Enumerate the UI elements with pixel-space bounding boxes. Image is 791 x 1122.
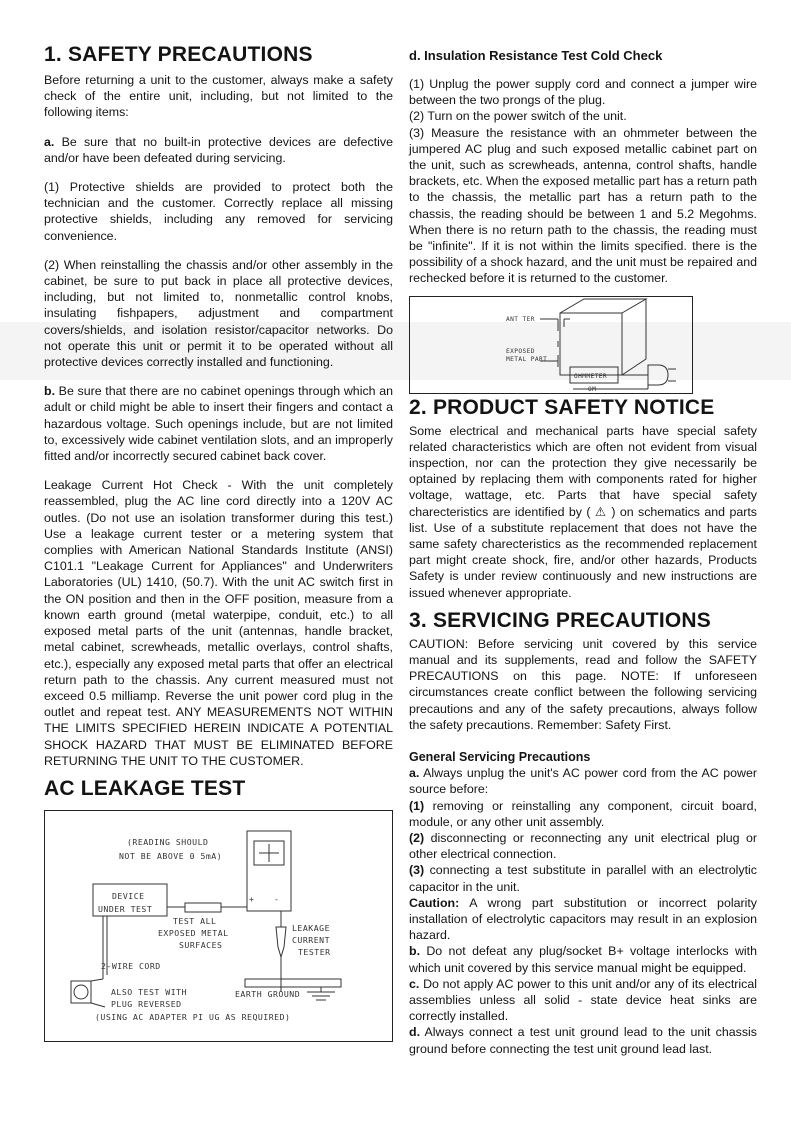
step-label: (1) [409,77,425,91]
step-label: (3) [409,125,425,140]
safety-item-b [44,383,393,464]
tester-label-line3: TESTER [298,946,331,957]
safety-item-a [44,134,393,166]
item-text: removing or reinstalling any component, circuit board, module, or any other unit assembly. [409,798,757,829]
product-safety-notice-title: 2. PRODUCT SAFETY NOTICE [409,395,715,419]
item-text: When reinstalling the chassis and/or other assembly in the cabinet, be sure to put back in place all protective devices, including, but not limited to, nonmetallic control knobs, insulating fishpapers, adjustment and compartment covers/shields, and isolation resistor/capacitor networks. Do not operate this unit or permit it to be operated without all protective devices correctly installed and functioning. [44,257,393,370]
notice-text-part-a: Some electrical and mechanical parts have special safety related characteristics which are often not evident from visual inspection, nor can the protection they give necessarily be optained by replacing them with components rated for higher voltage, wattage, etc. Parts that have special safety charecteristics are identified by ( [409,423,757,519]
general-caution [409,895,757,944]
insulation-step-3 [409,125,757,287]
item-label: (1) [44,180,60,195]
tester-label-line2: CURRENT [292,934,331,945]
insulation-test-title: d. Insulation Resistance Test Cold Check [409,48,663,63]
safety-item-2 [44,257,393,370]
antenna-label: ANT TER [506,315,535,323]
insulation-diagram-svg [410,297,692,393]
general-item-d [409,1024,757,1056]
general-item-3 [409,862,757,894]
item-label: b. [44,384,56,399]
safety-item-1 [44,179,393,244]
insulation-step-2 [409,108,757,124]
exposed-label-line1: EXPOSED [506,347,535,355]
insulation-step-1 [409,76,757,108]
ac-leakage-diagram [44,810,393,1042]
plus-terminal: + [249,893,255,904]
ac-leakage-diagram-svg [45,811,392,1041]
general-item-a [409,765,757,797]
minus-terminal: - [274,893,280,904]
cord-label: 2-WIRE CORD [101,960,161,971]
notice-text-part-b: ) on schematics and parts list. Use of a substitute replacement that does not have the same safety charecteristics as the recommended replacement part might create shock, fire, and/or other hazards, Products Safety is under review continuously and new instructions are issued whenever appropriate. [409,504,758,600]
safety-precautions-title: 1. SAFETY PRECAUTIONS [44,43,313,66]
general-item-2 [409,830,757,862]
insulation-test-diagram [409,296,693,394]
earth-ground-label: EARTH GROUND [235,988,301,999]
item-text: connecting a test substitute in parallel with an electrolytic capacitor in the unit. [409,863,757,894]
tester-label-line1: LEAKAGE [292,922,331,933]
device-label-line2: UNDER TEST [98,903,153,914]
also-label-line1: ALSO TEST WITH [111,986,188,997]
safety-intro: Before returning a unit to the customer, always make a safety check of the entire unit, including, but not limited to the following items: [44,73,393,120]
item-text: disconnecting or reconnecting any unit electrical plug or other electrical connection. [409,830,757,862]
step-label: (2) [409,109,425,124]
exposed-label-line2: METAL PART [506,355,548,363]
step-text: Turn on the power switch of the unit. [424,109,627,124]
step-text: Measure the resistance with an ohmmeter between the jumpered AC plug and such exposed metallic cabinet part on the unit, such as screwheads, antenna, control shafts, handle brackets, etc. When the exposed metallic part has a return path to the chassis, the metallic part has a return path to the chassis, the reading should be between 1 and 5.2 Megohms. When there is no return path to the chassis, the reading must be "infinite". If it is not within the limits specified. there is the possibility of a shock hazard, and the unit must be repaired and rechecked before it is returned to the customer. [409,125,757,286]
also-label-line2: PLUG REVERSED [111,998,182,1009]
test-label-line1: TEST ALL [173,915,217,926]
item-label: c. [409,976,420,991]
item-label: d. [409,1025,421,1040]
item-label: b. [409,944,421,959]
item-text: Protective shields are provided to protect both the technician and the customer. Correctly replace all missing protective shields, including any removed for servicing convenience. [44,180,393,243]
general-servicing-title: General Servicing Precautions [409,750,591,765]
left-column [44,38,393,1042]
device-label-line1: DEVICE [112,890,145,901]
item-text: Always unplug the unit's AC power cord from the AC power source before: [409,766,757,797]
test-label-line3: SURFACES [179,939,223,950]
reading-label-line2: NOT BE ABOVE 0 5mA) [119,850,223,861]
item-label: a. [44,134,55,149]
general-item-c [409,976,757,1025]
item-label: (2) [44,257,60,272]
item-text: Be sure that there are no cabinet openings through which an adult or child might be able to insert their fingers and contact a hazardous voltage. Such openings include, but are not limited to, excessively wide cabinet ventilation slots, and an improperly fitted and/or incorrectly secured cabinet back cover. [44,384,393,464]
item-text: Be sure that no built-in protective devices are defective and/or have been defeated during servicing. [44,134,393,165]
right-column [409,38,757,1057]
ohm-label: OM [588,385,597,393]
leakage-check-paragraph: Leakage Current Hot Check - With the unit completely reassembled, plug the AC line cord directly into a 120V AC outles. (Do not use an isolation transformer during this test.) Use a leakage current tester or a metering system that complies with American National Standards Institute (ANSI) C101.1 "Leakage Current for Appliances" and Underwriters Laboratories (UL) 1410, (50.7). With the unit AC switch first in the ON position and then in the OFF position, measure from a known earth ground (metal waterpipe, conduit, etc.) to all exposed metal parts of the unit (antennas, handle bracket, metal cabinet, screwheads, metallic overlays, control shafts, etc.), especially any exposed metal parts that offer an electrical return path to the chassis. Any current measured must not exceed 0.5 milliamp. Reverse the unit power cord plug in the outlet and repeat test. ANY MEASUREMENTS NOT WITHIN THE LIMITS SPECIFIED HEREIN INDICATE A POTENTIAL SHOCK HAZARD THAT MUST BE ELIMINATED BEFORE RETURNING THE UNIT TO THE CUSTOMER. [44,478,393,768]
item-text: Do not apply AC power to this unit and/or any of its electrical assemblies unless all solid - state device heat sinks are correctly installed. [409,976,757,1024]
ohmmeter-label: OHMMETER [574,372,608,380]
ac-leakage-test-title: AC LEAKAGE TEST [44,776,246,800]
step-text: Unplug the power supply cord and connect a jumper wire between the two prongs of the plug. [409,77,757,108]
caution-text: A wrong part substitution or incorrect polarity installation of electrolytic capacitors may result in an explosion hazard. [409,895,757,943]
cabinet-front [560,313,622,375]
caution-label: Caution: [409,895,460,910]
item-label: (1) [409,798,425,813]
also-label-line3: (USING AC ADAPTER PI UG AS REQUIRED) [95,1011,291,1022]
servicing-caution-text: CAUTION: Before servicing unit covered by this service manual and its supplements, read and follow the SAFETY PRECAUTIONS on this page. NOTE: If unforeseen circumstances create conflict between the following servicing precautions and any of the safety precautions, always follow the safety precautions. Remember: Safety First. [409,636,757,732]
item-text: Do not defeat any plug/socket B+ voltage interlocks with which unit covered by this service manual might be equipped. [409,944,757,975]
test-label-line2: EXPOSED METAL [158,927,229,938]
product-safety-notice-text [409,423,757,601]
servicing-precautions-title: 3. SERVICING PRECAUTIONS [409,608,711,632]
reading-label-line1: (READING SHOULD [127,836,209,847]
warning-triangle-icon: ⚠ [594,504,607,519]
item-text: Always connect a test unit ground lead to the unit chassis ground before connecting the test unit ground lead last. [409,1025,757,1056]
item-label: (3) [409,863,425,878]
item-label: (2) [409,830,425,845]
item-label: a. [409,766,420,781]
general-item-1 [409,798,757,830]
general-item-b [409,943,757,975]
